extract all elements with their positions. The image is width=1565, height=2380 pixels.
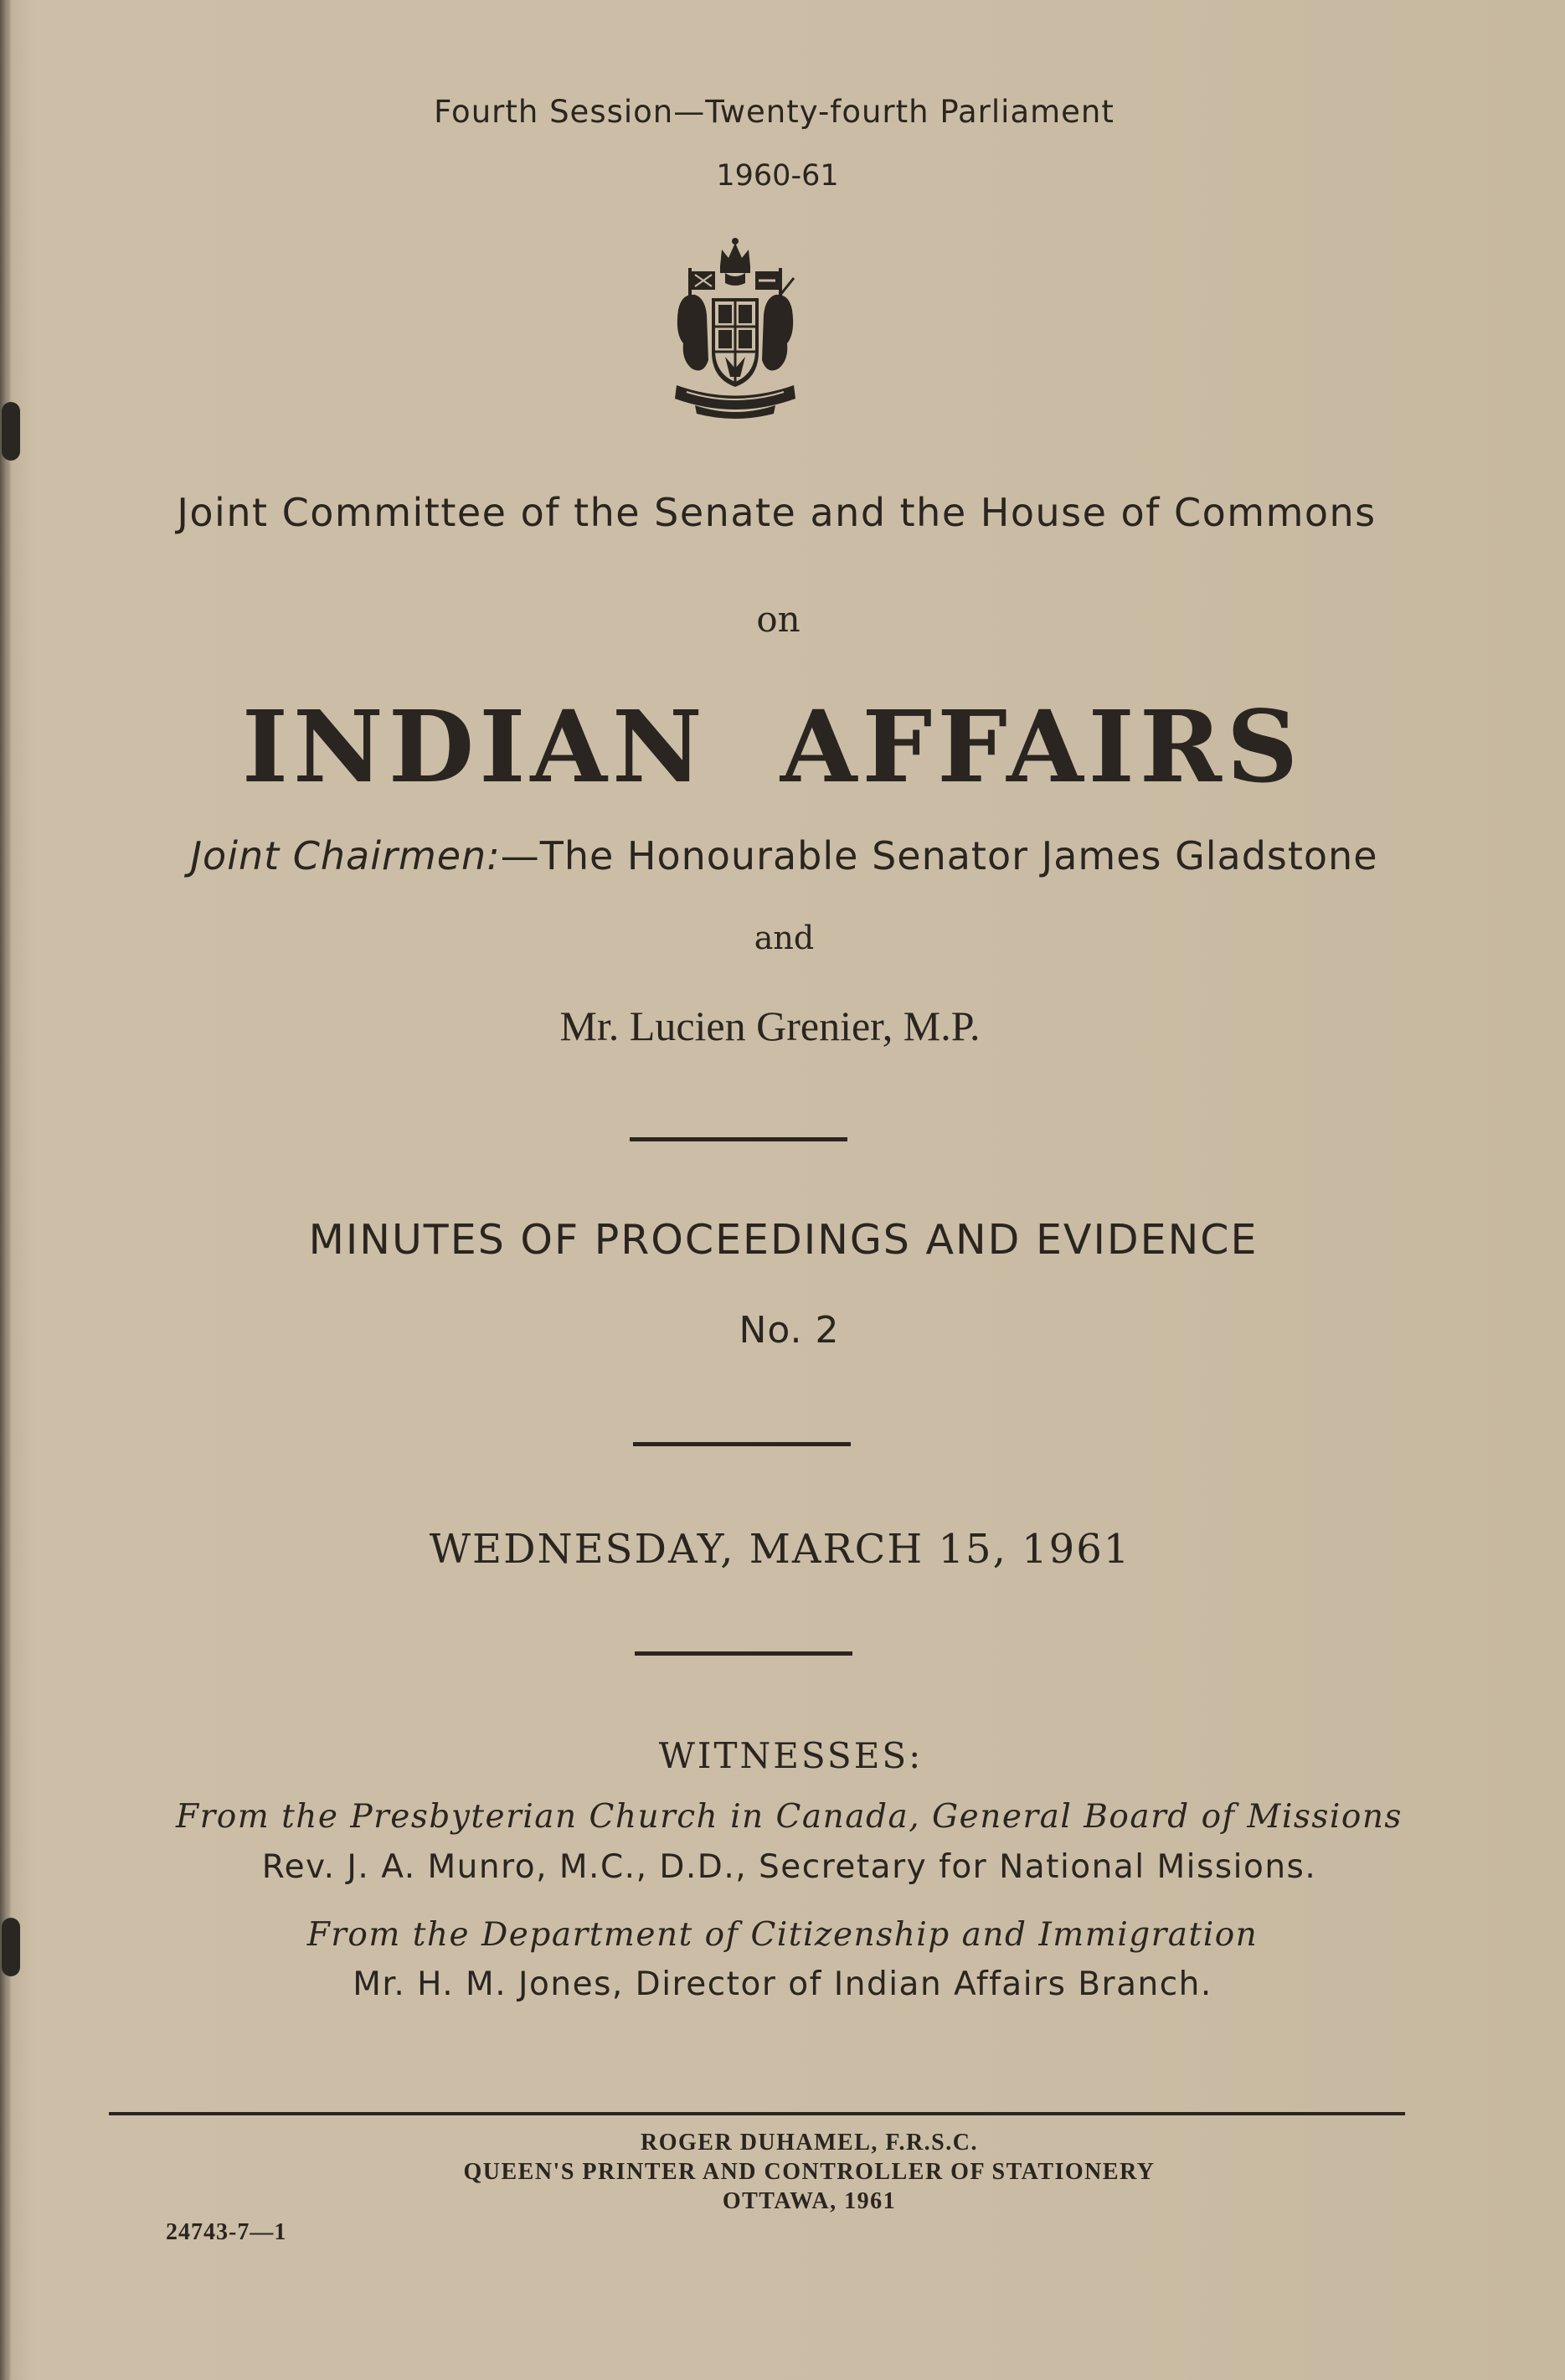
binding-hole-top [2, 402, 20, 461]
coat-of-arms-icon [670, 234, 801, 423]
committee-name: Joint Committee of the Senate and the House of Commons [177, 490, 1377, 535]
witness-person: Rev. J. A. Munro, M.C., D.D., Secretary for National Missions. [261, 1848, 1317, 1886]
first-chairman: —The Honourable Senator James Gladstone [500, 833, 1378, 878]
witness-organization: From the Department of Citizenship and Immigration [306, 1916, 1259, 1954]
proceedings-heading: MINUTES OF PROCEEDINGS AND EVIDENCE [308, 1216, 1259, 1264]
chairmen-conjunction: and [754, 920, 815, 956]
meeting-date: WEDNESDAY, MARCH 15, 1961 [429, 1526, 1131, 1573]
witnesses-heading: WITNESSES: [658, 1735, 924, 1776]
committee-connector: on [756, 599, 801, 640]
divider-rule [635, 1651, 852, 1656]
joint-chairmen-line [2, 833, 1565, 878]
second-chairman: Mr. Lucien Grenier, M.P. [559, 1002, 981, 1049]
divider-rule [630, 1137, 847, 1141]
witness-organization: From the Presbyterian Church in Canada, General Board of Missions [176, 1798, 1403, 1836]
printer-title: QUEEN'S PRINTER AND CONTROLLER OF STATIONERY [463, 2159, 1156, 2185]
print-code: 24743-7—1 [166, 2219, 287, 2245]
session-heading: Fourth Session—Twenty-fourth Parliament [434, 94, 1115, 130]
issue-number: No. 2 [739, 1309, 840, 1352]
witness-person: Mr. H. M. Jones, Director of Indian Affairs Branch. [353, 1965, 1212, 2003]
printer-name: ROGER DUHAMEL, F.R.S.C. [641, 2130, 978, 2156]
binding-edge [0, 0, 12, 2380]
joint-chairmen-label: Joint Chairmen: [190, 833, 501, 878]
divider-rule [633, 1442, 851, 1446]
document-title: INDIAN AFFAIRS [241, 688, 1304, 805]
imprint-rule [109, 2112, 1405, 2115]
session-years: 1960-61 [716, 159, 839, 193]
printer-place-year: OTTAWA, 1961 [722, 2188, 897, 2214]
